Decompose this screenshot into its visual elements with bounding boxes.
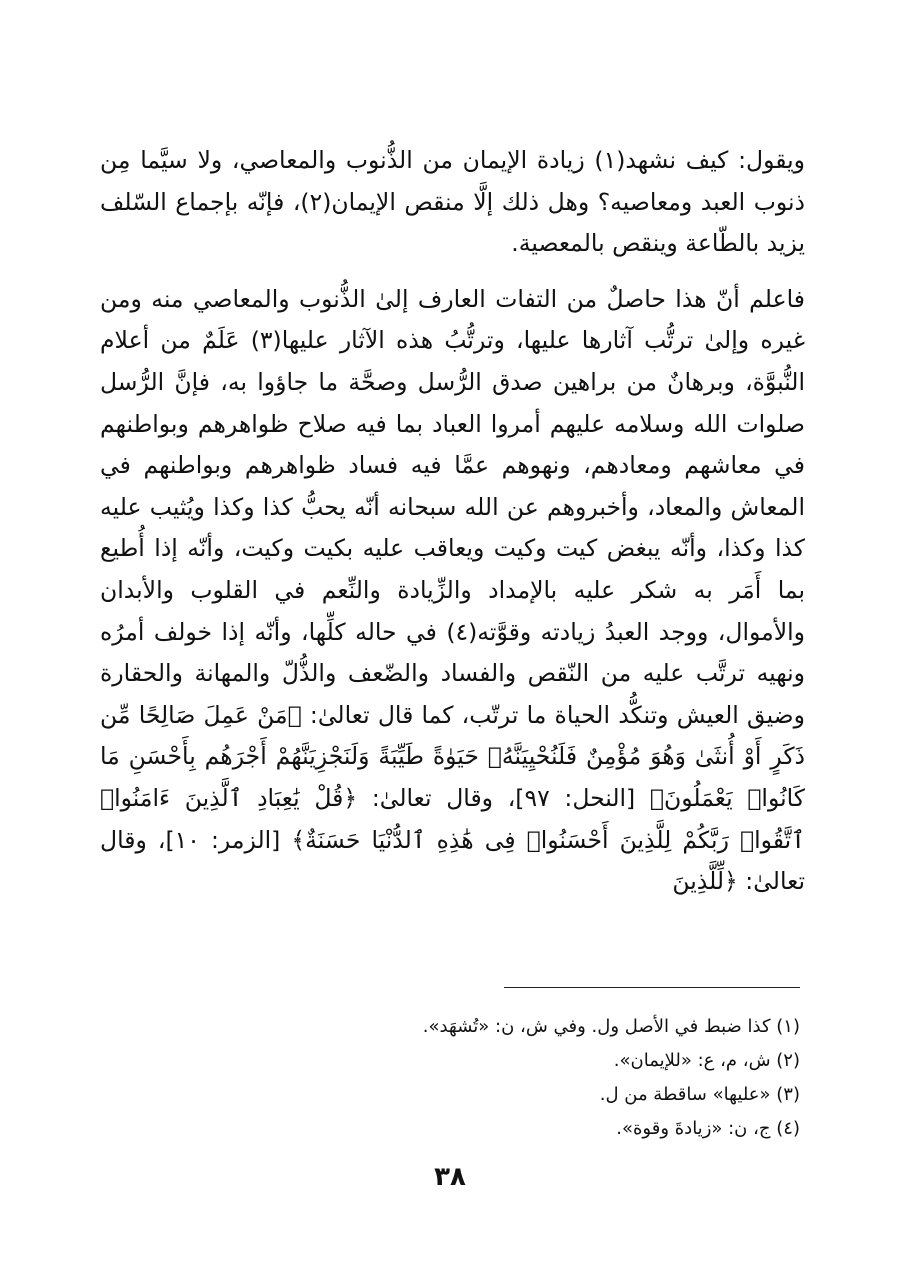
- paragraph-1: ويقول: كيف نشهد(١) زيادة الإيمان من الذُّنوب والمعاصي، ولا سيَّما مِن ذنوب العبد ومعاصيه؟ وهل ذلك إلَّا منقص الإيمان(٢)، فإنّه بإجماع السّلف يزيد بالطّاعة وينقص بالمعصية.: [100, 146, 805, 258]
- paragraph-2: فاعلم أنّ هذا حاصلٌ من التفات العارف إلىٰ الذُّنوب والمعاصي منه ومن غيره وإلىٰ ترتُّب آثارها عليها، وترتُّبُ هذه الآثار عليها(٣) عَلَمٌ من أعلام النُّبوَّة، وبرهانٌ من براهين صدق الرُّسل وصحَّة ما جاؤوا به، فإنَّ الرُّسل صلوات الله وسلامه عليهم أمروا العباد بما فيه صلاح ظواهرهم وبواطنهم في معاشهم ومعادهم، ونهوهم عمَّا فيه فساد ظواهرهم وبواطنهم في المعاش والمعاد، وأخبروهم عن الله سبحانه أنّه يحبُّ كذا وكذا ويُثيب عليه كذا وكذا، وأنّه يبغض كيت وكيت ويعاقب عليه بكيت وكيت، وأنّه إذا أُطيع بما أَمَر به شكر عليه بالإمداد والزِّيادة والنِّعم في القلوب والأبدان والأموال، ووجد العبدُ زيادته وقوَّته(٤) في حاله كلِّها، وأنّه إذا خولف أمرُه ونهيه ترتَّب عليه من النّقص والفساد والضّعف والذُّلّ والمهانة والحقارة وضيق العيش وتنكُّد الحياة ما ترتّب، كما قال تعالىٰ: ﴿مَنْ عَمِلَ صَالِحًا مِّن ذَكَرٍ أَوْ أُنثَىٰ وَهُوَ مُؤْمِنٌ فَلَنُحْيِيَنَّهُۥ حَيَوٰةً طَيِّبَةً وَلَنَجْزِيَنَّهُمْ أَجْرَهُم بِأَحْسَنِ مَا كَانُوا۟ يَعْمَلُونَ﴾ [النحل: ٩٧]، وقال تعالىٰ: ﴿قُلْ يَٰعِبَادِ ٱلَّذِينَ ءَامَنُوا۟ ٱتَّقُوا۟ رَبَّكُمْ لِلَّذِينَ أَحْسَنُوا۟ فِى هَٰذِهِ ٱلدُّنْيَا حَسَنَةٌ﴾ [الزمر: ١٠]، وقال تعالىٰ: ﴿لِّلَّذِينَ: [100, 284, 805, 896]
- main-text: [100, 140, 805, 903]
- page-number: ٣٨: [434, 1162, 466, 1192]
- footnote-2: (٢) ش، م، ع: «للإيمان».: [613, 1050, 800, 1071]
- footnote-separator: [504, 987, 800, 988]
- footnote-3: (٣) «عليها» ساقطة من ل.: [599, 1084, 800, 1105]
- footnotes: [100, 1010, 800, 1146]
- footnote-1: (١) كذا ضبط في الأصل ول. وفي ش، ن: «تُشهَد».: [422, 1016, 800, 1037]
- footnote-4: (٤) ج، ن: «زيادةَ وقوة».: [616, 1118, 800, 1139]
